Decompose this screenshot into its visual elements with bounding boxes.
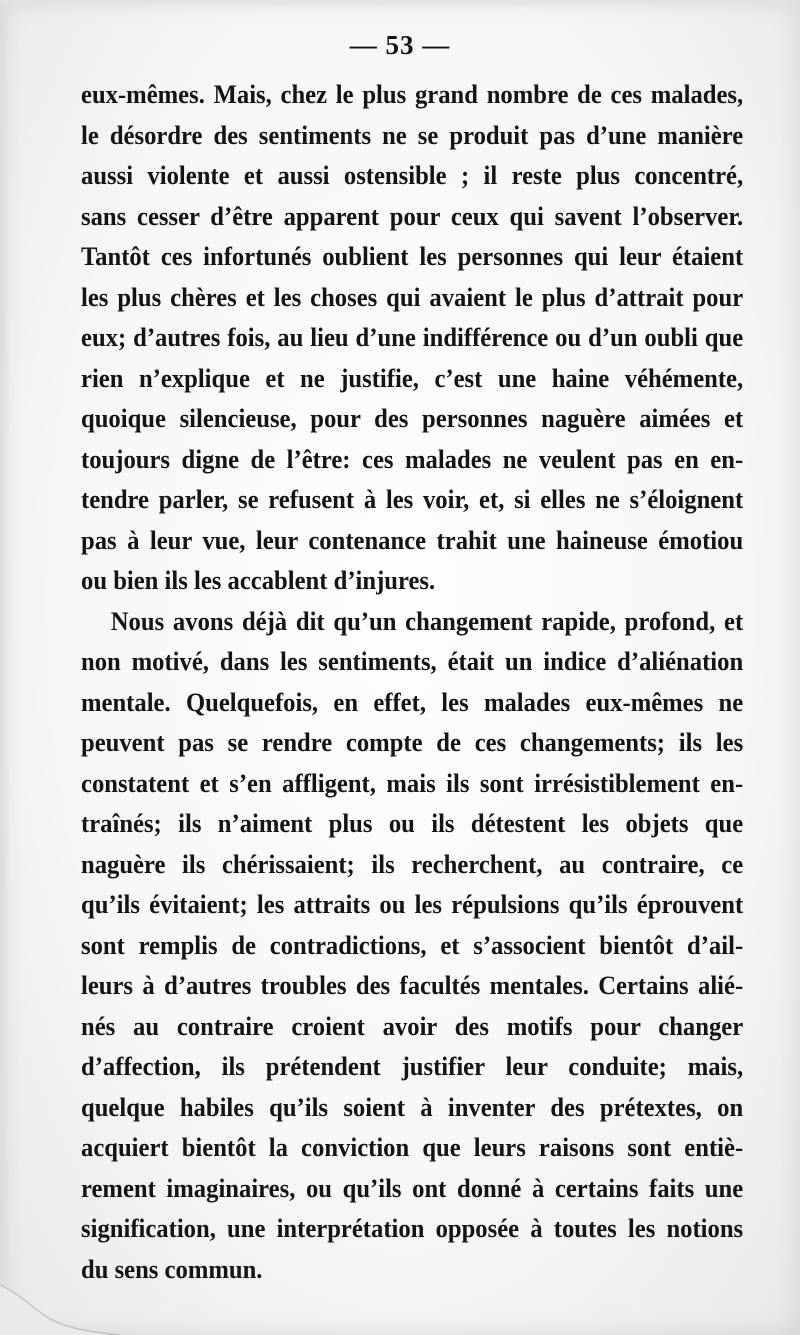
text-line: leurs à d’autres troubles des facultés mentales. Certains alié- (81, 970, 744, 1000)
text-line: non motivé, dans les sentiments, était un indice d’aliénation (81, 646, 744, 676)
text-line: acquiert bientôt la conviction que leurs raisons sont entiè- (81, 1132, 744, 1162)
body-text (81, 74, 743, 1289)
text-line: du sens commun. (81, 1253, 263, 1284)
paragraph (81, 601, 743, 1290)
text-line: traînés; ils n’aiment plus ou ils détestent les objets que (81, 808, 744, 838)
text-line: naguère ils chérissaient; ils recherchent, au contraire, ce (81, 848, 744, 879)
torn-corner (0, 1245, 120, 1335)
text-line: le désordre des sentiments ne se produit pas d’une manière (81, 119, 744, 150)
text-line: peuvent pas se rendre compte de ces changements; ils les (81, 727, 744, 757)
paragraph (81, 74, 743, 601)
text-line: aussi violente et aussi ostensible ; il reste plus concentré, (81, 160, 744, 190)
text-line: sans cesser d’être apparent pour ceux qui savent l’observer. (81, 200, 744, 231)
page-top-edge-shadow (0, 0, 800, 8)
text-line: mentale. Quelquefois, en effet, les malades eux-mêmes ne (81, 686, 744, 717)
text-line: quelque habiles qu’ils soient à inventer des prétextes, on (81, 1091, 744, 1122)
text-line: signification, une interprétation opposée à toutes les notions (81, 1213, 744, 1243)
text-line: eux; d’autres fois, au lieu d’une indifférence ou d’un oubli que (81, 322, 744, 352)
text-line: pas à leur vue, leur contenance trahit une haineuse émotiou (81, 524, 744, 555)
text-line: qu’ils évitaient; les attraits ou les répulsions qu’ils éprouvent (81, 889, 744, 919)
page-number: — 53 — (349, 30, 451, 60)
text-line: rien n’explique et ne justifie, c’est une haine véhémente, (81, 362, 744, 393)
text-line: tendre parler, se refusent à les voir, et, si elles ne s’éloignent (81, 484, 744, 514)
text-line: quoique silencieuse, pour des personnes naguère aimées et (81, 403, 744, 433)
text-line: ou bien ils les accablent d’injures. (81, 565, 436, 595)
text-line: toujours digne de l’être: ces malades ne veulent pas en en- (81, 443, 744, 474)
text-line: les plus chères et les choses qui avaient le plus d’attrait pour (81, 281, 744, 312)
text-line: Tantôt ces infortunés oublient les personnes qui leur étaient (81, 241, 744, 271)
text-line: d’affection, ils prétendent justifier leur conduite; mais, (81, 1051, 744, 1081)
text-line: sont remplis de contradictions, et s’associent bientôt d’ail- (81, 929, 744, 960)
text-line: rement imaginaires, ou qu’ils ont donné à certains faits une (81, 1172, 744, 1203)
text-line: constatent et s’en affligent, mais ils sont irrésistiblement en- (81, 767, 744, 798)
page-left-edge-shadow (0, 0, 10, 1335)
text-line: nés au contraire croient avoir des motifs pour changer (81, 1010, 744, 1041)
text-line: eux-mêmes. Mais, chez le plus grand nombre de ces malades, (81, 79, 744, 109)
text-line: Nous avons déjà dit qu’un changement rapide, profond, et (110, 605, 744, 636)
